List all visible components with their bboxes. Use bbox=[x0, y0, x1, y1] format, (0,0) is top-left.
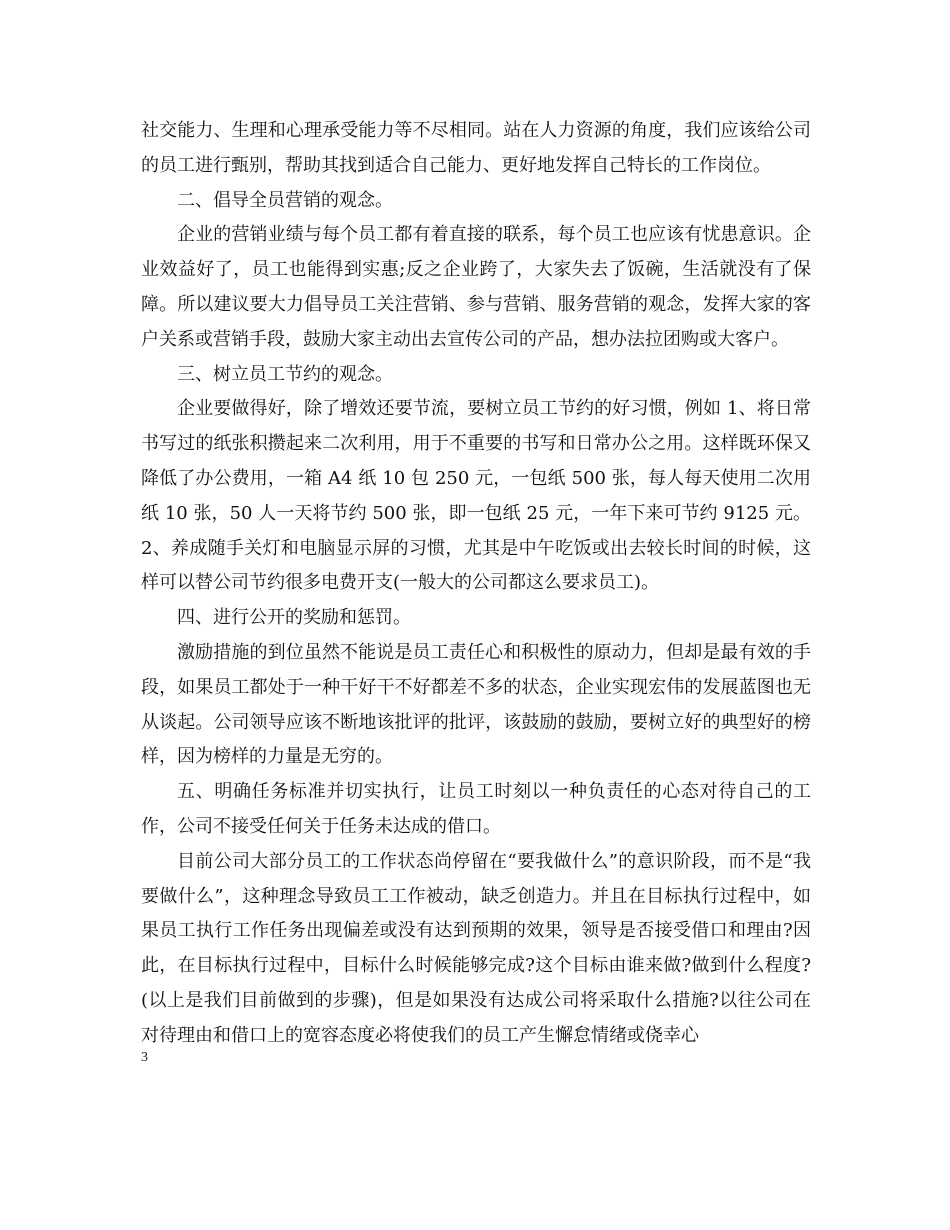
section-heading-2: 二、倡导全员营销的观念。 bbox=[177, 189, 393, 211]
paragraph: 企业要做得好，除了增效还要节流，要树立员工节约的好习惯，例如 1、将日常书写过的纸张积攒起来二次利用，用于不重要的书写和日常办公之用。这样既环保又降低了办公费用，一箱 A4 纸 10 包 250 元，一包纸 500 张，每人每天使用二次用纸 10 张，50 人一天将节约 500 张，即一包纸 25 元，一年下来可节约 9125 元。2、养成随手关灯和电脑显示屏的习惯，尤其是中午吃饭或出去较长时间的时候，这样可以替公司节约很多电费开支(一般大的公司都这么要求员工)。 bbox=[141, 398, 811, 594]
page-number: 3 bbox=[141, 1050, 148, 1065]
section-heading-3: 三、树立员工节约的观念。 bbox=[177, 363, 393, 385]
paragraph: 激励措施的到位虽然不能说是员工责任心和积极性的原动力，但却是最有效的手段，如果员工都处于一种干好干不好都差不多的状态，企业实现宏伟的发展蓝图也无从谈起。公司领导应该不断地该批评的批评，该鼓励的鼓励，要树立好的典型好的榜样，因为榜样的力量是无穷的。 bbox=[141, 641, 811, 768]
paragraph-continuation: 社交能力、生理和心理承受能力等不尽相同。站在人力资源的角度，我们应该给公司的员工进行甄别，帮助其找到适合自己能力、更好地发挥自己特长的工作岗位。 bbox=[141, 120, 811, 176]
paragraph: 目前公司大部分员工的工作状态尚停留在“要我做什么”的意识阶段，而不是“我要做什么”，这种理念导致员工工作被动，缺乏创造力。并且在目标执行过程中，如果员工执行工作任务出现偏差或没有达到预期的效果，领导是否接受借口和理由?因此，在目标执行过程中，目标什么时候能够完成?这个目标由谁来做?做到什么程度?(以上是我们目前做到的步骤)，但是如果没有达成公司将采取什么措施?以往公司在对待理由和借口上的宽容态度必将使我们的员工产生懈怠情绪或侥幸心 bbox=[141, 850, 811, 1046]
document-body bbox=[141, 114, 811, 1054]
section-heading-4: 四、进行公开的奖励和惩罚。 bbox=[177, 607, 411, 629]
paragraph: 企业的营销业绩与每个员工都有着直接的联系，每个员工也应该有忧患意识。企业效益好了，员工也能得到实惠;反之企业跨了，大家失去了饭碗，生活就没有了保障。所以建议要大力倡导员工关注营销、参与营销、服务营销的观念，发挥大家的客户关系或营销手段，鼓励大家主动出去宣传公司的产品，想办法拉团购或大客户。 bbox=[141, 224, 811, 350]
section-heading-5: 五、明确任务标准并切实执行，让员工时刻以一种负责任的心态对待自己的工作，公司不接受任何关于任务未达成的借口。 bbox=[141, 781, 811, 837]
